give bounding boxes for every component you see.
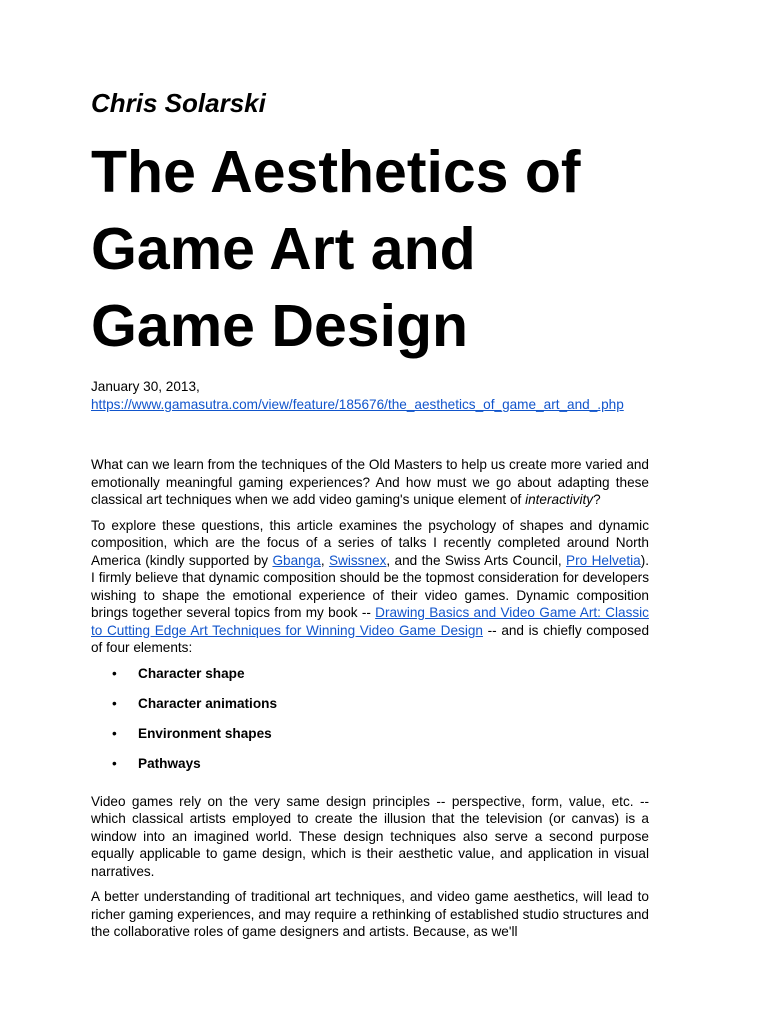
bullet-icon: •	[112, 755, 117, 771]
emphasis-interactivity: interactivity	[525, 492, 594, 507]
list-item-label: Character shape	[138, 665, 245, 681]
bullet-icon: •	[112, 725, 117, 741]
paragraph-questions-text-2: , and the Swiss Arts Council,	[386, 552, 567, 568]
elements-list	[91, 665, 649, 785]
publish-date: January 30, 2013,	[91, 379, 200, 394]
author-name: Chris Solarski	[91, 88, 266, 118]
list-item-label: Character animations	[138, 695, 278, 711]
list-item	[91, 725, 649, 755]
swissnex-link[interactable]: Swissnex	[328, 552, 387, 568]
paragraph-questions-sep-1: ,	[320, 552, 329, 568]
article-title	[91, 134, 649, 365]
list-item-label: Environment shapes	[138, 725, 272, 741]
list-item	[91, 695, 649, 725]
paragraph-intro-end: ?	[593, 492, 601, 507]
book-link[interactable]: Drawing Basics and Video Game Art: Classic to Cutting Edge Art Techniques for Winning Video Game Design	[91, 605, 649, 638]
paragraph-questions-text-1: To explore these questions, this article examines the psychology of shapes and dynamic composition, which are the focus of a series of talks I recently completed around North America (kindly supported by	[91, 517, 649, 568]
title-line-3: Game Design	[91, 293, 469, 359]
list-item	[91, 755, 649, 785]
pro-helvetia-link[interactable]: Pro Helvetia	[566, 552, 641, 568]
paragraph-intro-text: What can we learn from the techniques of the Old Masters to help us create more varied and emotionally meaningful gaming experiences? And how must we go about adapting these classical art techniques when we add video gaming's unique element of	[91, 457, 649, 507]
source-url-link[interactable]: https://www.gamasutra.com/view/feature/185676/the_aesthetics_of_game_art_and_.php	[91, 396, 624, 412]
article-body	[91, 456, 649, 949]
title-line-2: Game Art and	[91, 216, 476, 282]
paragraph-intro	[91, 456, 649, 509]
list-item-label: Pathways	[138, 755, 201, 771]
bullet-icon: •	[112, 665, 117, 681]
paragraph-questions-text-3: ). I firmly believe that dynamic composition should be the topmost consideration for developers wishing to shape the emotional experience of their video games. Dynamic composition brings together several topics from my book --	[91, 552, 649, 620]
paragraph-questions	[91, 517, 649, 657]
paragraph-design-principles: Video games rely on the very same design principles -- perspective, form, value, etc. -- which classical artists employed to create the illusion that the television (or canvas) is a window into an imagined world. These design techniques also serve a second purpose equally applicable to game design, which is their aesthetic value, and application in visual narratives.	[91, 793, 649, 879]
paragraph-better-understanding: A better understanding of traditional art techniques, and video game aesthetics, will lead to richer gaming experiences, and may require a rethinking of established studio structures and the collaborative roles of game designers and artists. Because, as we'll	[91, 889, 649, 939]
list-item	[91, 665, 649, 695]
gbanga-link[interactable]: Gbanga	[272, 552, 321, 568]
article-meta	[91, 378, 651, 413]
title-line-1: The Aesthetics of	[91, 139, 581, 205]
paragraph-questions-text-4: -- and is chiefly composed of four elements:	[91, 622, 650, 655]
bullet-icon: •	[112, 695, 117, 711]
